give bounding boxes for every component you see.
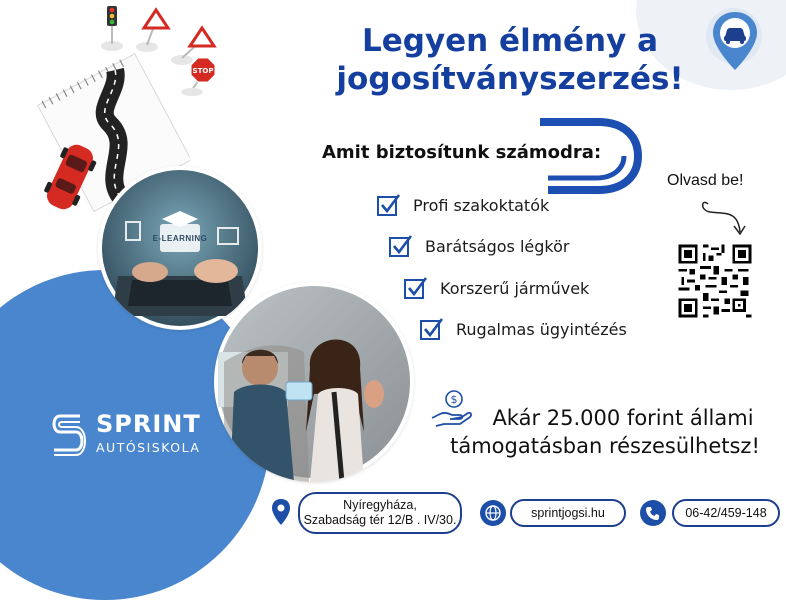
checkbox-check-icon bbox=[377, 193, 401, 217]
svg-text:$: $ bbox=[450, 393, 458, 406]
checkbox-check-icon bbox=[389, 234, 413, 258]
red-toy-car-icon bbox=[40, 138, 100, 216]
feature-label: Barátságos légkör bbox=[425, 236, 570, 256]
elearning-label: E-LEARNING bbox=[152, 234, 208, 243]
feature-label: Profi szakoktatók bbox=[413, 195, 550, 215]
stop-sign-icon bbox=[190, 57, 216, 83]
feature-item bbox=[404, 276, 589, 300]
address-line-2: Szabadság tér 12/B . IV/30. bbox=[303, 513, 457, 527]
phone-number[interactable]: 06-42/459-148 bbox=[672, 499, 780, 527]
feature-item bbox=[377, 193, 549, 217]
address-line-1: Nyíregyháza, bbox=[343, 498, 417, 512]
location-pin-icon bbox=[271, 498, 291, 526]
elearning-photo bbox=[98, 166, 262, 330]
subsidy-promo bbox=[430, 404, 780, 460]
globe-icon bbox=[480, 500, 506, 526]
headline-line-1: Legyen élmény a bbox=[361, 23, 659, 59]
checkbox-check-icon bbox=[420, 317, 444, 341]
sprint-logo-icon bbox=[48, 410, 88, 460]
checkbox-check-icon bbox=[404, 276, 428, 300]
feature-label: Korszerű járművek bbox=[440, 278, 590, 298]
feature-label: Rugalmas ügyintézés bbox=[456, 319, 627, 339]
address-pill bbox=[298, 492, 462, 534]
phone-icon bbox=[640, 500, 666, 526]
qr-code[interactable] bbox=[676, 242, 754, 320]
website-link[interactable]: sprintjogsi.hu bbox=[510, 499, 626, 527]
feature-item bbox=[389, 234, 569, 258]
svg-text:STOP: STOP bbox=[192, 67, 214, 75]
driving-students-photo bbox=[214, 282, 414, 482]
promo-line-1: Akár 25.000 forint állami bbox=[492, 406, 754, 430]
offer-title: Amit biztosítunk számodra: bbox=[322, 142, 602, 163]
promo-line-2: támogatásban részesülhetsz! bbox=[450, 434, 760, 458]
brand-name: SPRINT bbox=[96, 410, 201, 438]
feature-item bbox=[420, 317, 627, 341]
qr-prompt: Olvasd be! bbox=[667, 172, 744, 189]
brand-tagline: AUTÓSISKOLA bbox=[96, 440, 201, 455]
curved-arrow-icon bbox=[700, 196, 750, 240]
headline-line-2: jogosítványszerzés! bbox=[336, 61, 684, 97]
